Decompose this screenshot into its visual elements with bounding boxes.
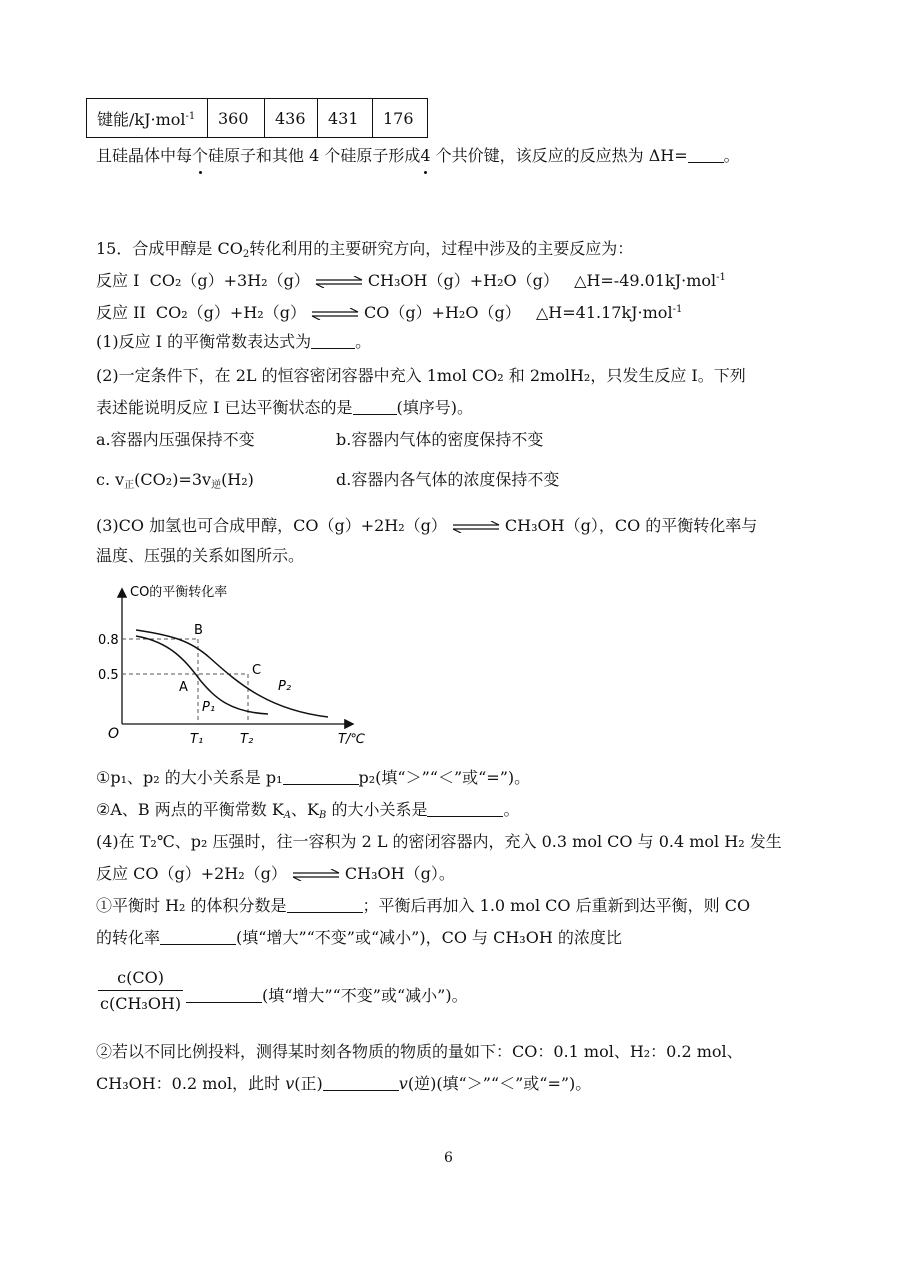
text: (H₂) [221,470,254,489]
sub-question-4-1 [96,894,750,918]
text: (逆)(填“＞”“＜”或“=”)。 [407,1074,592,1093]
table-cell: 360 [208,99,265,138]
origin-label: O [108,726,120,742]
text: d.容器内各气体的浓度保持不变 [336,470,560,489]
text: ①平衡时 H₂ 的体积分数是 [96,896,287,915]
emphasis-dot-char: 个 [192,144,208,168]
answer-blank[interactable] [688,146,724,163]
text: 的大小关系是 [326,800,428,819]
reaction-1 [96,266,726,293]
sub-question-1 [96,330,371,354]
table-header-text: 键能/kJ·mol [97,109,186,129]
answer-blank[interactable] [427,800,503,817]
text: 。 [355,332,372,351]
reaction-left: CO₂（g）+3H₂（g） [149,271,310,290]
text: 反应 CO（g）+2H₂（g） [96,864,287,883]
text: 。 [723,146,740,165]
equilibrium-arrow-icon [451,521,501,533]
text: (2)一定条件下，在 2L 的恒容密闭容器中充入 1mol CO₂ 和 2molH₂，只发生反应 I。下列 [96,366,746,385]
emphasis-dot-char: 4 [420,144,430,168]
answer-blank[interactable] [160,928,236,945]
text: 且硅晶体中每 [96,146,193,165]
option-d [336,468,559,492]
text: a.容器内压强保持不变 [96,430,255,449]
text: CH₃OH：0.2 mol，此时 [96,1074,286,1093]
text: 。 [503,800,520,819]
enthalpy: △H=41.17kJ·mol [535,303,673,322]
enthalpy: △H=-49.01kJ·mol [574,271,717,290]
text: 硅原子和其他 4 个硅原子形成 [208,146,421,165]
x-tick-label: T₂ [240,732,254,747]
text: (填序号)。 [396,398,473,417]
table-row [87,99,428,138]
sub-question-4-2 [96,1040,743,1064]
question-15-intro [96,237,633,267]
bond-energy-table [86,98,428,138]
text: 15．合成甲醇是 CO [96,239,243,258]
text-line [96,144,740,168]
reaction-label: 反应 II [96,303,146,322]
answer-blank[interactable] [323,1074,399,1091]
text: (CO₂)=3v [134,470,212,489]
answer-blank[interactable] [186,986,262,1003]
y-axis-title: CO的平衡转化率 [130,585,228,600]
sub-question-3-cont [96,544,304,568]
text: 个共价键，该反应的反应热为 ΔH= [430,146,688,165]
point-label-c: C [252,663,262,678]
x-axis-title: T/℃ [338,732,365,747]
sub-question-3-2 [96,798,519,828]
equilibrium-arrow-icon [291,869,341,881]
page-number: 6 [444,1150,453,1166]
text: ②若以不同比例投料，测得某时刻各物质的物质的量如下：CO：0.1 mol、H₂：0.2 mol、 [96,1042,743,1061]
sub-question-4 [96,830,782,854]
table-header-cell [87,99,208,138]
x-tick-label: T₁ [190,732,204,747]
fraction-numerator: c(CO) [117,968,164,987]
reaction-2 [96,298,682,325]
text: (1)反应 I 的平衡常数表达式为 [96,332,312,351]
reaction-label: 反应 I [96,271,140,290]
concentration-ratio-fraction [98,968,183,1013]
fraction-bar [98,990,183,991]
curve-label-p2: P₂ [278,679,292,694]
text: v [398,1074,408,1093]
equilibrium-arrow-icon [314,276,364,288]
text: v [285,1074,295,1093]
option-c [96,468,254,498]
sub-question-4-1-cont [96,926,622,950]
subscript: A [283,810,292,821]
subscript: 正 [124,480,135,491]
text: ①p₁、p₂ 的大小关系是 p₁ [96,768,283,787]
reaction-right: CO（g）+H₂O（g） [363,303,521,322]
equilibrium-arrow-icon [310,308,360,320]
fraction-tail [186,984,468,1008]
text: 温度、压强的关系如图所示。 [96,546,305,565]
text: (填“增大”“不变”或“减小”)，CO 与 CH₃OH 的浓度比 [236,928,622,947]
text: 的转化率 [96,928,161,947]
sub-question-2-cont [96,396,473,420]
text: ；平衡后再加入 1.0 mol CO 后重新到达平衡，则 CO [362,896,751,915]
text: 、K [291,800,319,819]
superscript: -1 [672,304,683,315]
point-label-a: A [179,680,188,695]
answer-blank[interactable] [283,768,359,785]
point-label-b: B [194,623,203,638]
fraction-denominator: c(CH₃OH) [100,994,182,1013]
text: c. v [96,470,125,489]
table-cell: 436 [265,99,318,138]
y-tick-label: 0.5 [98,668,119,683]
text: p₂(填“＞”“＜”或“=”)。 [358,768,531,787]
text: CH₃OH（g）。 [344,864,455,883]
table-header-sup: -1 [185,110,196,122]
text: 表述能说明反应 I 已达平衡状态的是 [96,398,353,417]
subscript: 2 [242,249,250,260]
text: (3)CO 加氢也可合成甲醇，CO（g）+2H₂（g） [96,516,447,535]
sub-question-3-1 [96,766,530,790]
table-cell: 176 [373,99,428,138]
option-a [96,428,255,452]
subscript: 逆 [211,480,222,491]
text: 转化利用的主要研究方向，过程中涉及的主要反应为： [249,239,634,258]
conversion-rate-figure [90,580,380,755]
answer-blank[interactable] [287,896,363,913]
table-cell: 431 [318,99,373,138]
text: b.容器内气体的密度保持不变 [336,430,544,449]
option-b [336,428,543,452]
answer-blank[interactable] [311,332,355,349]
sub-question-3 [96,514,757,538]
sub-question-4-2-cont [96,1072,591,1096]
text: ②A、B 两点的平衡常数 K [96,800,284,819]
y-tick-label: 0.8 [98,633,119,648]
superscript: -1 [716,272,726,283]
sub-question-4-reaction [96,862,455,886]
reaction-left: CO₂（g）+H₂（g） [155,303,306,322]
text: CH₃OH（g），CO 的平衡转化率与 [504,516,758,535]
sub-question-2 [96,364,746,388]
text: (正) [294,1074,323,1093]
subscript: B [319,810,327,821]
answer-blank[interactable] [353,398,397,415]
text: (4)在 T₂℃、p₂ 压强时，往一容积为 2 L 的密闭容器内，充入 0.3 mol CO 与 0.4 mol H₂ 发生 [96,832,782,851]
reaction-right: CH₃OH（g）+H₂O（g） [367,271,559,290]
curve-label-p1: P₁ [202,700,216,715]
text: (填“增大”“不变”或“减小”)。 [262,986,468,1005]
